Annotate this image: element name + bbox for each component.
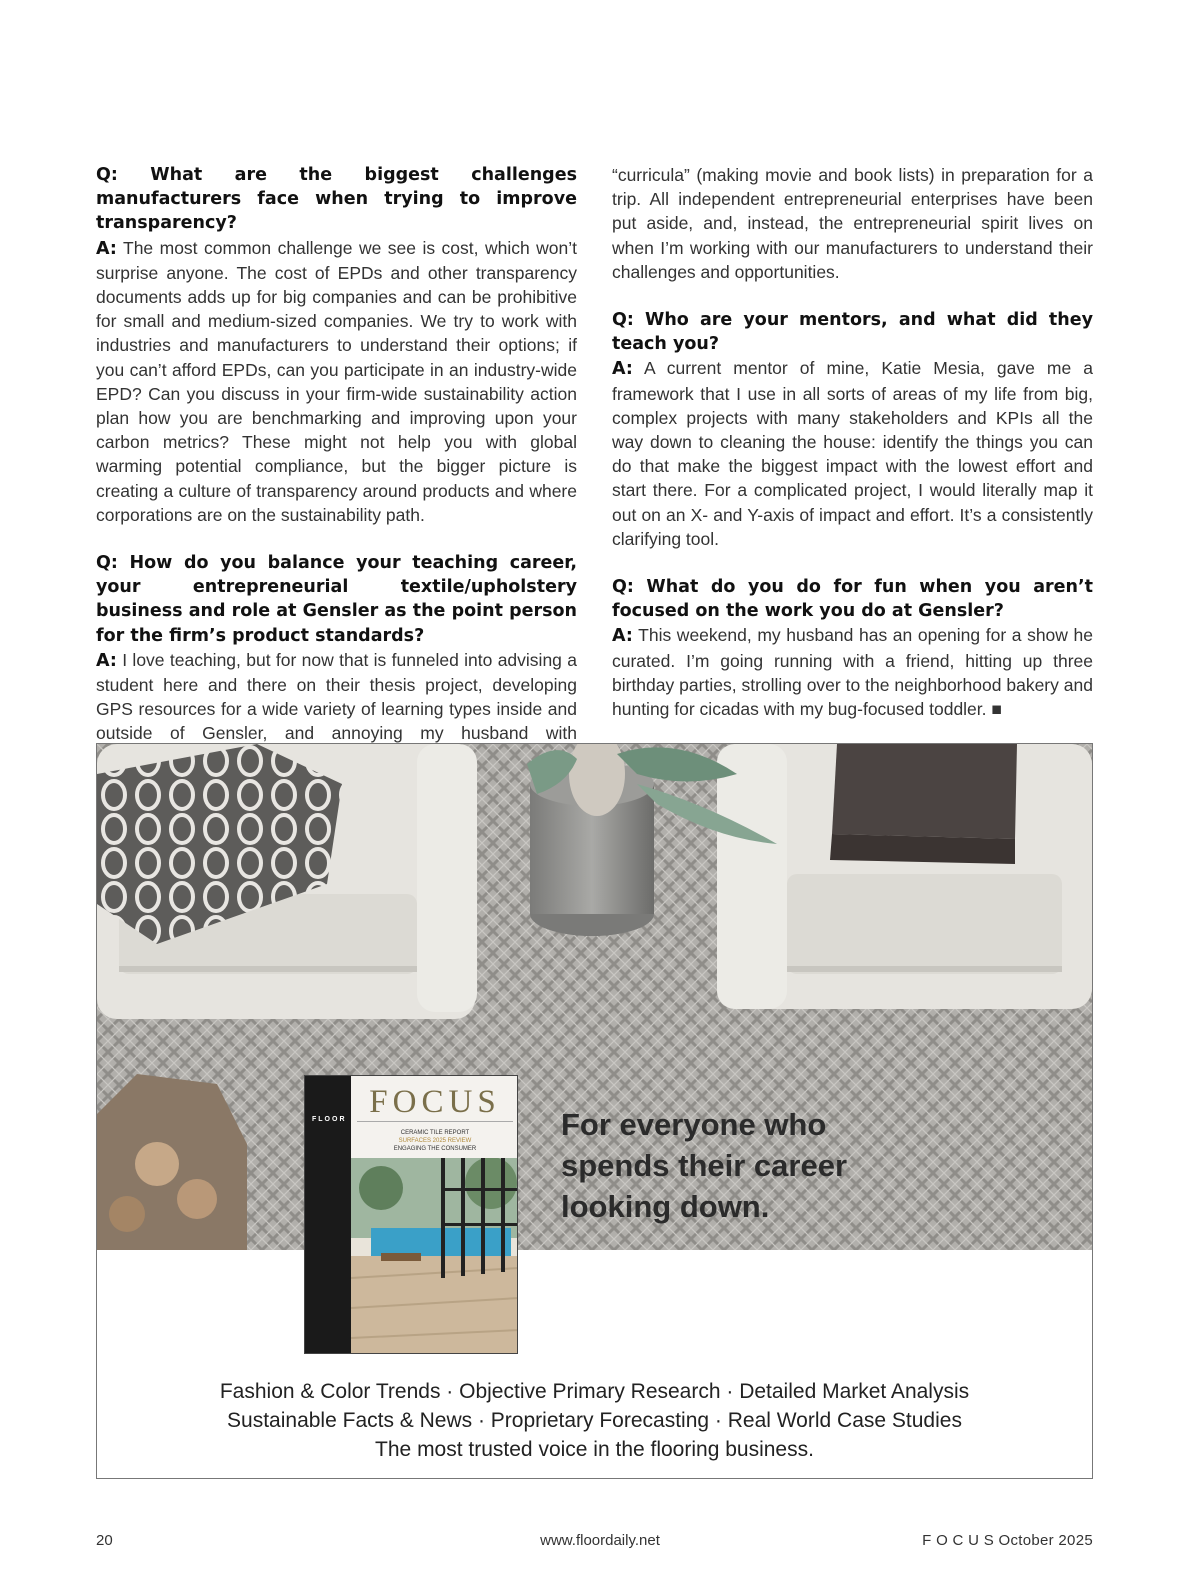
question-balance: Q: How do you balance your teaching career, your entrepreneurial textile/upholstery business and role at Gensler as the point person for the firm’s product standards? [96, 553, 577, 646]
left-column [96, 163, 577, 746]
cover-divider [357, 1121, 513, 1122]
ad-tagline: The most trusted voice in the flooring business. [375, 1438, 814, 1461]
answer-text: This weekend, my husband has an opening for a show he curated. I’m going running with a friend, hitting up three birthday parties, strolling over to the neighborhood bakery and hunting for cicadas with my bug-focused toddler. ■ [612, 625, 1093, 720]
question-fun: Q: What do you do for fun when you aren’t focused on the work you do at Gensler? [612, 577, 1093, 622]
answer-fun [612, 623, 1093, 721]
ad-tagline: Fashion & Color Trends · Objective Primary Research · Detailed Market Analysis [219, 1380, 970, 1403]
answer-label: A: [96, 650, 117, 671]
answer-balance [96, 648, 577, 746]
website-link[interactable]: www.floordaily.net [540, 1532, 660, 1549]
right-column [612, 163, 1093, 721]
cover-page [351, 1076, 518, 1354]
publication-date: F O C U S October 2025 [922, 1532, 1093, 1549]
answer-label: A: [96, 238, 117, 259]
answer-text: A current mentor of mine, Katie Mesia, gave me a framework that I use in all sorts of areas of my life from big, complex projects with many stakeholders and KPIs all the way down to cleaning the house: identify the things you can do that make the biggest impact with the lowest effort and start there. For a complicated project, I would literally map it out on an X- and Y-axis of impact and effort. It’s a consistently clarifying tool. [612, 358, 1093, 549]
cover-floor-label: FLOOR [312, 1116, 347, 1123]
answer-challenges [96, 236, 577, 527]
cover-headline: CERAMIC TILE REPORT [400, 1130, 470, 1136]
ad-tagline: Sustainable Facts & News · Proprietary Forecasting · Real World Case Studies [227, 1409, 962, 1432]
cover-masthead: FOCUS [369, 1084, 501, 1120]
answer-label: A: [612, 359, 633, 380]
focus-advertisement [96, 743, 1093, 1479]
answer-text: I love teaching, but for now that is funneled into advising a student here and there on their thesis project, developing GPS resources for a wide variety of learning types inside and outside of Gensler, and annoying my husband with [96, 649, 577, 744]
ad-headline: For everyone who spends their career looking down. [561, 1107, 848, 1224]
answer-label: A: [612, 626, 633, 647]
question-challenges: Q: What are the biggest challenges manufacturers face when trying to improve transparency? [96, 165, 577, 234]
answer-balance-continued: “curricula” (making movie and book lists) in preparation for a trip. All independent entrepreneurial enterprises have been put aside, and, instead, the entrepreneurial spirit lives on when I’m working with our manufacturers to understand their challenges and opportunities. [612, 165, 1093, 282]
cover-pool-photo [351, 1158, 518, 1354]
page-number: 20 [96, 1532, 113, 1549]
magazine-cover [304, 1075, 518, 1354]
answer-text: The most common challenge we see is cost, which won’t surprise anyone. The cost of EPDs and other transparency documents adds up for big companies and can be prohibitive for small and medium-sized companies. We try to work with industries and manufacturers to understand their options; if you can’t afford EPDs, can you participate in an industry-wide EPD? Can you discuss in your firm-wide sustainability action plan how you are benchmarking and improving upon your carbon metrics? These might not help you with global warming potential compliance, but the bigger picture is creating a culture of transparency around products and where corporations are on the sustainability path. [96, 237, 577, 525]
article-columns [96, 163, 1093, 744]
cover-headline: ENGAGING THE CONSUMER [393, 1146, 477, 1152]
question-mentors: Q: Who are your mentors, and what did they teach you? [612, 310, 1093, 355]
cover-headline: SURFACES 2025 REVIEW [398, 1138, 472, 1144]
answer-mentors [612, 356, 1093, 551]
